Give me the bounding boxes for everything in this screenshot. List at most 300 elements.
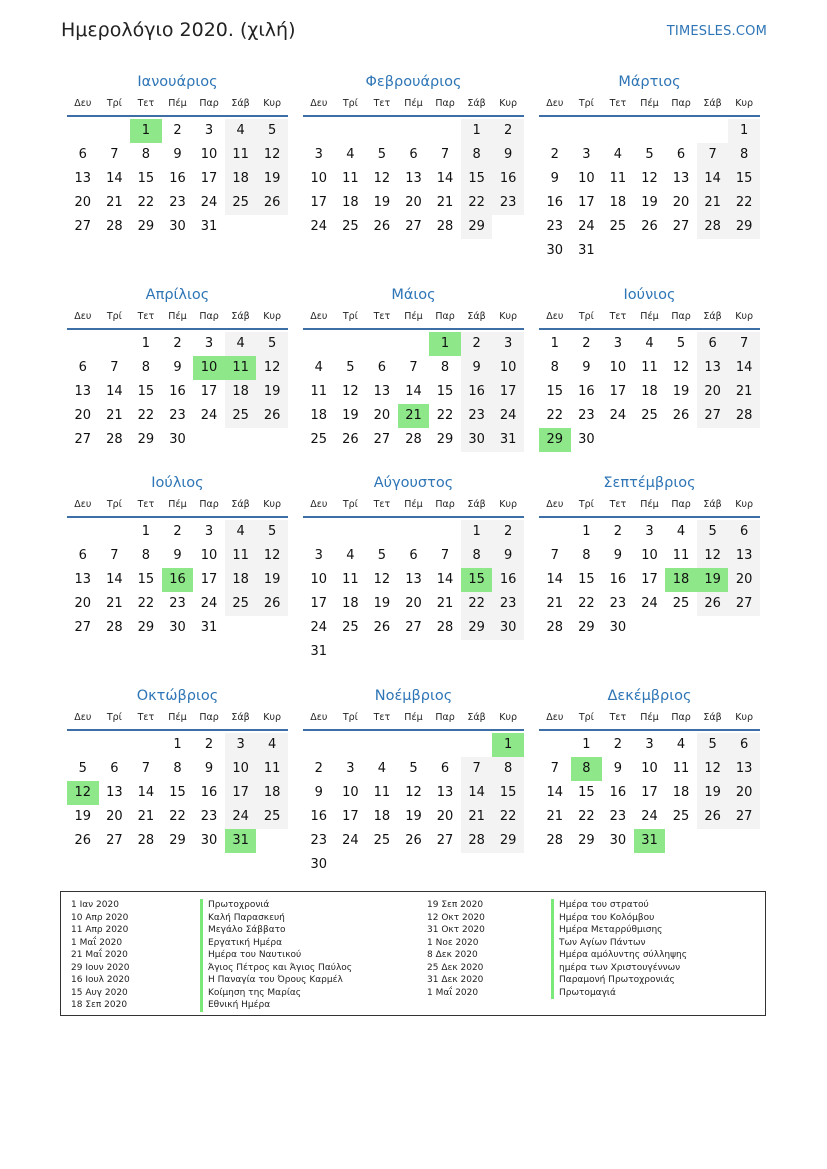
day-cell: 2 xyxy=(173,123,182,138)
day-cell: 22 xyxy=(578,809,595,824)
weekday-label: Τετ xyxy=(137,499,155,510)
weekday-label: Δευ xyxy=(310,499,328,510)
empty-day-cell xyxy=(366,119,398,143)
holiday-name: Ημέρα αμόλυντης σύλληψης xyxy=(559,950,688,960)
day-cell: 30 xyxy=(169,432,186,447)
day-cell: 16 xyxy=(578,384,595,399)
day-cell: 5 xyxy=(377,147,387,162)
weekday-label: Σάβ xyxy=(231,311,250,322)
weekday-header xyxy=(67,494,288,518)
day-cell: 13 xyxy=(697,356,729,380)
day-cell: 21 xyxy=(106,195,123,210)
day-cell: 11 xyxy=(672,548,690,563)
weekday-label: Πέμ xyxy=(404,311,423,322)
day-cell: 26 xyxy=(342,432,359,447)
day-cell: 21 xyxy=(461,805,493,829)
day-cell: 6 xyxy=(78,548,87,563)
weekday-label: Τρί xyxy=(106,712,122,723)
day-cell: 3 xyxy=(204,336,214,351)
weekday-label: Δευ xyxy=(546,499,564,510)
weekday-label: Τρί xyxy=(578,499,594,510)
empty-day-cell xyxy=(697,119,729,143)
day-cell: 26 xyxy=(74,833,92,848)
brand-link[interactable]: TIMESLES.COM xyxy=(666,24,767,39)
day-cell: 29 xyxy=(461,215,493,239)
day-cell: 9 xyxy=(550,171,559,186)
day-cell: 25 xyxy=(310,432,328,447)
empty-day-cell xyxy=(429,119,461,143)
day-cell: 12 xyxy=(641,171,658,186)
day-cell: 18 xyxy=(373,809,391,824)
day-cell: 13 xyxy=(405,171,422,186)
month-block xyxy=(303,71,524,239)
holiday-date: 29 Ιουν 2020 xyxy=(71,962,130,973)
day-grid xyxy=(539,332,760,452)
day-cell: 8 xyxy=(141,147,151,162)
holiday-name: Η Παναγία του Όρους Καρμέλ xyxy=(208,975,343,985)
day-cell: 16 xyxy=(492,568,524,592)
holiday-day-cell: 12 xyxy=(67,781,99,805)
day-cell: 18 xyxy=(609,195,627,210)
day-cell: 19 xyxy=(256,568,288,592)
day-cell: 15 xyxy=(578,785,595,800)
day-cell: 22 xyxy=(461,191,493,215)
day-cell: 5 xyxy=(697,733,729,757)
day-cell: 9 xyxy=(204,761,214,776)
day-cell: 26 xyxy=(256,404,288,428)
day-cell: 25 xyxy=(225,404,257,428)
empty-day-cell xyxy=(398,332,430,356)
day-cell: 30 xyxy=(461,428,493,452)
holiday-name: Καλή Παρασκευή xyxy=(208,912,285,923)
month-name: Δεκέμβριος xyxy=(607,688,692,704)
holiday-name: Εργατική Ημέρα xyxy=(208,937,282,948)
day-cell: 12 xyxy=(672,360,690,375)
holiday-names-col-1 xyxy=(208,899,352,1012)
day-cell: 23 xyxy=(609,809,627,824)
day-cell: 21 xyxy=(436,596,454,611)
day-cell: 15 xyxy=(461,167,493,191)
day-cell: 17 xyxy=(310,596,328,611)
day-cell: 25 xyxy=(609,219,627,234)
empty-day-cell xyxy=(99,733,131,757)
day-cell: 6 xyxy=(697,332,729,356)
day-cell: 29 xyxy=(578,620,595,635)
day-cell: 25 xyxy=(256,805,288,829)
weekday-label: Πέμ xyxy=(404,98,423,109)
day-cell: 28 xyxy=(546,833,564,848)
empty-day-cell xyxy=(303,119,335,143)
day-cell: 23 xyxy=(169,408,186,423)
day-cell: 6 xyxy=(440,761,450,776)
holiday-names-col-2 xyxy=(559,899,687,999)
day-cell: 28 xyxy=(405,432,422,447)
day-grid xyxy=(67,520,288,640)
day-cell: 24 xyxy=(200,596,218,611)
weekday-label: Παρ xyxy=(671,712,691,723)
day-cell: 30 xyxy=(546,243,564,258)
day-cell: 1 xyxy=(550,336,559,351)
day-cell: 6 xyxy=(409,548,418,563)
weekday-label: Τρί xyxy=(578,712,594,723)
weekday-label: Παρ xyxy=(199,98,219,109)
holiday-date: 19 Σεπ 2020 xyxy=(427,900,484,910)
month-block xyxy=(67,284,288,452)
weekday-label: Πέμ xyxy=(168,311,187,322)
month-name: Αύγουστος xyxy=(373,475,454,491)
day-cell: 28 xyxy=(697,215,729,239)
day-cell: 29 xyxy=(436,432,454,447)
weekday-label: Πέμ xyxy=(168,499,187,510)
day-cell: 4 xyxy=(225,520,257,544)
weekday-label: Πέμ xyxy=(640,311,659,322)
day-cell: 24 xyxy=(641,596,658,611)
day-cell: 9 xyxy=(173,548,182,563)
day-cell: 3 xyxy=(645,524,654,539)
day-cell: 26 xyxy=(256,592,288,616)
day-cell: 7 xyxy=(550,761,559,776)
weekday-label: Δευ xyxy=(310,311,328,322)
weekday-label: Πέμ xyxy=(640,98,659,109)
empty-day-cell xyxy=(335,119,367,143)
day-cell: 7 xyxy=(697,143,729,167)
day-cell: 23 xyxy=(169,195,186,210)
day-cell: 29 xyxy=(137,432,155,447)
weekday-header xyxy=(303,494,524,518)
day-cell: 15 xyxy=(492,781,524,805)
day-cell: 8 xyxy=(582,548,591,563)
holiday-day-cell: 29 xyxy=(539,428,571,452)
day-cell: 27 xyxy=(74,219,92,234)
day-cell: 16 xyxy=(609,785,627,800)
holiday-dates-col-1 xyxy=(71,899,130,1012)
day-cell: 10 xyxy=(609,360,627,375)
month-name: Ιούλιος xyxy=(151,475,204,491)
day-cell: 22 xyxy=(461,592,493,616)
day-cell: 29 xyxy=(492,829,524,853)
day-cell: 10 xyxy=(641,548,658,563)
holiday-name: Ημέρα του Κολόμβου xyxy=(559,912,655,923)
weekday-label: Τρί xyxy=(106,499,122,510)
day-grid xyxy=(303,733,524,877)
day-cell: 2 xyxy=(492,119,524,143)
holiday-name: Παραμονή Πρωτοχρονιάς xyxy=(559,975,675,985)
holiday-name: ημέρα των Χριστουγέννων xyxy=(559,962,681,973)
day-cell: 14 xyxy=(546,785,564,800)
day-cell: 21 xyxy=(546,596,564,611)
day-cell: 9 xyxy=(492,544,524,568)
day-cell: 20 xyxy=(728,781,760,805)
day-cell: 16 xyxy=(169,171,186,186)
day-cell: 25 xyxy=(373,833,391,848)
day-cell: 27 xyxy=(728,592,760,616)
day-cell: 30 xyxy=(169,620,186,635)
day-cell: 10 xyxy=(310,171,328,186)
empty-day-cell xyxy=(303,733,335,757)
weekday-label: Τρί xyxy=(342,98,358,109)
weekday-label: Τετ xyxy=(609,499,627,510)
day-cell: 13 xyxy=(436,785,454,800)
weekday-label: Δευ xyxy=(310,98,328,109)
day-grid xyxy=(539,520,760,640)
day-grid xyxy=(303,520,524,664)
holiday-day-cell: 19 xyxy=(697,568,729,592)
day-cell: 22 xyxy=(728,191,760,215)
day-cell: 23 xyxy=(310,833,328,848)
day-cell: 7 xyxy=(110,548,119,563)
day-cell: 4 xyxy=(676,524,686,539)
day-cell: 10 xyxy=(492,356,524,380)
day-cell: 18 xyxy=(256,781,288,805)
holiday-name: Ημέρα Μεταρρύθμισης xyxy=(559,925,663,935)
day-cell: 27 xyxy=(74,432,92,447)
day-cell: 12 xyxy=(405,785,422,800)
day-cell: 20 xyxy=(106,809,123,824)
day-cell: 14 xyxy=(546,572,564,587)
weekday-label: Κυρ xyxy=(499,311,518,322)
day-cell: 10 xyxy=(200,548,218,563)
day-cell: 1 xyxy=(728,119,760,143)
day-cell: 18 xyxy=(310,408,328,423)
holiday-name: Ημέρα του Ναυτικού xyxy=(208,950,302,960)
day-cell: 24 xyxy=(342,833,359,848)
day-cell: 3 xyxy=(582,147,591,162)
day-cell: 23 xyxy=(200,809,218,824)
day-cell: 9 xyxy=(613,548,623,563)
day-cell: 10 xyxy=(342,785,359,800)
day-cell: 25 xyxy=(672,596,690,611)
day-cell: 10 xyxy=(578,171,595,186)
day-cell: 25 xyxy=(225,191,257,215)
weekday-label: Τετ xyxy=(137,712,155,723)
day-cell: 26 xyxy=(256,191,288,215)
month-name: Μάιος xyxy=(391,287,436,303)
month-block xyxy=(67,71,288,239)
day-cell: 28 xyxy=(436,620,454,635)
empty-day-cell xyxy=(539,520,571,544)
holiday-day-cell: 16 xyxy=(162,568,194,592)
day-cell: 8 xyxy=(550,360,559,375)
holiday-name: Των Αγίων Πάντων xyxy=(559,937,646,948)
holiday-date: 1 Μαΐ 2020 xyxy=(71,937,123,948)
day-cell: 24 xyxy=(578,219,595,234)
day-cell: 13 xyxy=(74,572,92,587)
day-cell: 13 xyxy=(74,384,92,399)
weekday-label: Πέμ xyxy=(404,499,423,510)
day-cell: 11 xyxy=(310,384,328,399)
day-cell: 10 xyxy=(200,147,218,162)
day-cell: 12 xyxy=(373,171,391,186)
weekday-label: Δευ xyxy=(74,98,92,109)
weekday-label: Πέμ xyxy=(404,712,423,723)
weekday-label: Παρ xyxy=(435,98,455,109)
month-name: Μάρτιος xyxy=(618,74,681,90)
day-cell: 2 xyxy=(492,520,524,544)
day-cell: 6 xyxy=(78,360,87,375)
day-grid xyxy=(303,119,524,239)
day-cell: 3 xyxy=(314,548,323,563)
day-cell: 6 xyxy=(377,360,387,375)
day-cell: 6 xyxy=(676,147,686,162)
holiday-day-cell: 18 xyxy=(665,568,697,592)
day-cell: 7 xyxy=(409,360,418,375)
day-cell: 8 xyxy=(141,360,151,375)
weekday-header xyxy=(303,707,524,731)
month-name: Ιούνιος xyxy=(623,287,676,303)
day-cell: 14 xyxy=(728,356,760,380)
day-cell: 6 xyxy=(728,520,760,544)
holiday-date: 10 Απρ 2020 xyxy=(71,912,129,923)
day-cell: 28 xyxy=(106,432,123,447)
day-cell: 6 xyxy=(728,733,760,757)
holiday-day-cell: 10 xyxy=(193,356,225,380)
empty-day-cell xyxy=(303,520,335,544)
day-cell: 9 xyxy=(492,143,524,167)
day-cell: 2 xyxy=(173,524,182,539)
weekday-label: Δευ xyxy=(74,712,92,723)
weekday-label: Κυρ xyxy=(735,712,754,723)
month-block xyxy=(303,472,524,664)
weekday-label: Σάβ xyxy=(703,311,722,322)
day-cell: 24 xyxy=(310,219,328,234)
weekday-label: Τρί xyxy=(106,98,122,109)
day-cell: 11 xyxy=(609,171,627,186)
day-cell: 22 xyxy=(137,596,155,611)
empty-day-cell xyxy=(634,119,666,143)
weekday-label: Τετ xyxy=(373,499,391,510)
day-cell: 12 xyxy=(373,572,391,587)
day-cell: 11 xyxy=(342,171,359,186)
day-cell: 5 xyxy=(645,147,654,162)
day-cell: 4 xyxy=(314,360,323,375)
day-cell: 14 xyxy=(106,384,123,399)
empty-day-cell xyxy=(398,520,430,544)
month-block xyxy=(539,685,760,853)
day-cell: 30 xyxy=(492,616,524,640)
holiday-list xyxy=(60,891,766,1016)
day-cell: 5 xyxy=(78,761,87,776)
day-cell: 24 xyxy=(200,195,218,210)
day-cell: 30 xyxy=(578,432,595,447)
holiday-day-cell: 11 xyxy=(225,356,257,380)
day-cell: 22 xyxy=(546,408,564,423)
holiday-name: Ημέρα του στρατού xyxy=(559,900,649,910)
day-cell: 7 xyxy=(110,360,119,375)
day-grid xyxy=(539,119,760,263)
weekday-label: Κυρ xyxy=(735,311,754,322)
day-cell: 4 xyxy=(645,336,654,351)
day-cell: 26 xyxy=(697,592,729,616)
day-cell: 13 xyxy=(74,171,92,186)
weekday-label: Παρ xyxy=(671,311,691,322)
holiday-day-cell: 31 xyxy=(634,829,666,853)
holiday-bar-2 xyxy=(551,899,554,999)
day-cell: 9 xyxy=(173,360,182,375)
weekday-label: Κυρ xyxy=(263,311,282,322)
day-cell: 18 xyxy=(225,167,257,191)
day-cell: 10 xyxy=(225,757,257,781)
day-cell: 3 xyxy=(645,737,654,752)
day-cell: 14 xyxy=(405,384,422,399)
day-cell: 6 xyxy=(78,147,87,162)
day-cell: 9 xyxy=(582,360,591,375)
holiday-day-cell: 31 xyxy=(225,829,257,853)
day-cell: 15 xyxy=(578,572,595,587)
day-cell: 13 xyxy=(106,785,123,800)
weekday-label: Τρί xyxy=(106,311,122,322)
day-cell: 3 xyxy=(613,336,623,351)
day-cell: 20 xyxy=(74,408,92,423)
day-cell: 7 xyxy=(141,761,151,776)
weekday-label: Παρ xyxy=(671,98,691,109)
day-cell: 24 xyxy=(641,809,658,824)
empty-day-cell xyxy=(571,119,603,143)
weekday-label: Παρ xyxy=(671,499,691,510)
day-cell: 9 xyxy=(314,785,323,800)
empty-day-cell xyxy=(130,733,162,757)
day-cell: 27 xyxy=(436,833,454,848)
empty-day-cell xyxy=(366,733,398,757)
empty-day-cell xyxy=(429,733,461,757)
day-cell: 1 xyxy=(582,737,591,752)
day-cell: 4 xyxy=(346,548,355,563)
holiday-date: 31 Οκτ 2020 xyxy=(427,925,485,935)
weekday-label: Σάβ xyxy=(467,311,486,322)
month-block xyxy=(539,71,760,263)
day-cell: 10 xyxy=(641,761,658,776)
day-cell: 14 xyxy=(106,572,123,587)
day-cell: 1 xyxy=(461,119,493,143)
day-cell: 17 xyxy=(200,384,218,399)
day-cell: 29 xyxy=(137,620,155,635)
day-cell: 18 xyxy=(641,384,658,399)
day-cell: 20 xyxy=(405,596,422,611)
empty-day-cell xyxy=(539,733,571,757)
day-cell: 24 xyxy=(609,408,627,423)
holiday-bar-1 xyxy=(200,899,203,1012)
holiday-date: 16 Ιουλ 2020 xyxy=(71,975,130,985)
weekday-label: Κυρ xyxy=(499,98,518,109)
day-cell: 8 xyxy=(728,143,760,167)
day-cell: 29 xyxy=(169,833,186,848)
day-cell: 4 xyxy=(256,733,288,757)
weekday-header xyxy=(539,494,760,518)
day-cell: 14 xyxy=(137,785,155,800)
day-cell: 15 xyxy=(137,572,155,587)
weekday-header xyxy=(539,93,760,117)
day-cell: 9 xyxy=(173,147,182,162)
empty-day-cell xyxy=(429,520,461,544)
weekday-label: Τετ xyxy=(137,311,155,322)
day-cell: 11 xyxy=(342,572,359,587)
weekday-label: Σάβ xyxy=(467,712,486,723)
empty-day-cell xyxy=(335,520,367,544)
day-cell: 8 xyxy=(440,360,450,375)
weekday-label: Δευ xyxy=(546,712,564,723)
day-cell: 21 xyxy=(106,408,123,423)
day-cell: 2 xyxy=(204,737,214,752)
month-name: Οκτώβριος xyxy=(136,688,219,704)
day-cell: 28 xyxy=(137,833,155,848)
weekday-label: Σάβ xyxy=(231,712,250,723)
day-cell: 18 xyxy=(342,596,359,611)
holiday-date: 31 Δεκ 2020 xyxy=(427,975,484,985)
day-cell: 17 xyxy=(641,785,658,800)
day-cell: 30 xyxy=(200,833,218,848)
day-cell: 7 xyxy=(461,757,493,781)
weekday-label: Παρ xyxy=(435,712,455,723)
day-cell: 7 xyxy=(728,332,760,356)
